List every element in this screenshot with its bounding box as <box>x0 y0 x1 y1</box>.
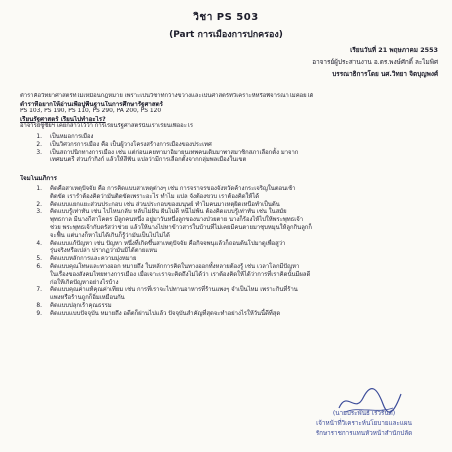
list-item: 2. เป็นวิศวกรการเมือง คือ เป็นผู้วางโครงสร้างการเมืองของประเทศ <box>36 141 212 148</box>
item-number: 9. <box>36 310 42 317</box>
item-number <box>20 295 50 303</box>
item-text: คิดแบบปลุกเร้าคุณธรรม <box>50 302 112 309</box>
item-text: คิดแบบคุณโทษและทางออก หมายถึง ในหลักการคิดในทางออกทั้งหลายต้องรู้ เช่น เวลาโลกมีปัญหา <box>50 263 300 270</box>
item-number: 5. <box>36 256 42 263</box>
item-number: 7. <box>36 287 42 294</box>
item-number: 8. <box>36 302 42 309</box>
purpose-list <box>20 134 438 165</box>
item-text: จะฟื้น แต่นางก็หาไม่ได้เกินก็รู้ว่ามันเป็นไปไม่ได้ <box>50 232 170 239</box>
list-item <box>20 264 438 272</box>
section-heading: ใจมโนมภิการ <box>20 175 57 182</box>
list-item <box>20 287 438 295</box>
list-item <box>20 303 438 311</box>
item-text: คิดแบบแบบปัจจุบัน หมายถึง อดีตก็ผ่านไปแล้ว ปัจจุบันสำคัญที่สุดจะทำอย่างไรให้วันนี้ดีที่สุด <box>50 310 281 317</box>
list-item <box>20 225 438 233</box>
list-item: 3. เป็นสถาปนิกทางการเมือง เช่น แต่ก่อนเคยทามาอิมายนเทพคนเดิมมาพาสมาชิกสภาเลือกตั้ง มาจาก <box>36 149 299 156</box>
signature-name: (นายประพันธ์ เรวรันต์) <box>332 410 396 417</box>
intro-heading: ตำราที่อยากให้อ่านเพื่อปูพื้นฐานในการศึกษารัฐศาสตร์ <box>20 100 163 108</box>
list-item <box>20 256 438 264</box>
item-text: ติดขัด เรารำต้องคิดว่ามันติดขัดเพราะอะไร ทำไม แปล จังต้องขวบ เราต้องคิดให้ได้ <box>50 193 260 200</box>
item-number <box>20 280 50 288</box>
item-text: แพงหรือร้านถูกก็อิ่มเหมือนกัน <box>50 295 125 302</box>
item-number: 6. <box>36 263 42 270</box>
item-text: พุทธกาล มีนางกีสาโคตร มีลูกคนหนึ่ง อยู่มาวันหนึ่งลูกของนางป่วยตาย นางก็ร้องไห้ไปให้พระพุทธเจ้า <box>50 217 304 224</box>
doc-subtitle: (Part การเมืองการปกครอง) <box>169 30 283 40</box>
item-number <box>20 233 50 241</box>
item-text: ก่อให้เกิดปัญหาอย่างไรบ้าง <box>50 279 119 286</box>
list-item <box>20 248 438 256</box>
signature-role-acting: รักษาราชการแทนหัวหน้าสำนักปลัด <box>315 430 413 437</box>
list-item <box>20 295 438 303</box>
list-item: เทศมนตรี ส่วนกำกิงก์ แล้วให้สีฟัน แปลว่ามีการเลือกตั้งจากกลุ่มพลเมืองในเขต <box>50 157 247 164</box>
list-item: 1. เป็นหมอการเมือง <box>36 134 94 140</box>
item-number: 4. <box>36 240 42 247</box>
item-number <box>20 217 50 225</box>
date-line: เรียนวันที่ 21 พฤษภาคม 2553 <box>350 46 438 54</box>
concept-list <box>20 186 438 319</box>
list-item <box>20 186 438 194</box>
item-number <box>20 272 50 280</box>
intro-courses: PS 103, PS 190, PS 110, PS 290, PA 200, PS 120 <box>20 108 162 115</box>
doc-title: วิชา PS 503 <box>193 12 259 23</box>
signature-role: เจ้าหน้าที่วิเคราะห์นโยบายและแผน <box>316 420 412 427</box>
intro-line: ตำราคือวิทยาศาสตร์ที่ไม่เหมือนกฎหมาย เพราะเป็นวิชาที่กว้างขวางและเป็นศาสตร์ที่วิเคราะห์หรือพิจารณาไม่ค่อยได้ <box>20 93 314 99</box>
item-number: 3. <box>36 209 42 216</box>
item-number <box>20 225 50 233</box>
list-item <box>20 194 438 202</box>
list-item <box>20 272 438 280</box>
list-item <box>20 311 438 319</box>
section-heading-wrap <box>20 175 438 183</box>
list-item <box>20 217 438 225</box>
item-number: 1. <box>36 186 42 192</box>
item-text: คิดแบบรู้เท่าทัน เช่น ไปไหนกลับ หลับไม่ฝัน ฝันไม่ดี หนีไม่พ้น ต้องคิดแบบรู้เท่าทัน เช่น ในสมัย <box>50 209 287 216</box>
intro-quote: อาจารย์ชูชัยฯ เคยกล่าวไว้ว่า การเรียนรัฐศาสตร์นั้นเราเรียนเพื่ออะไร <box>20 123 193 130</box>
item-number <box>20 194 50 202</box>
item-number: 2. <box>36 201 42 208</box>
item-text: คิดคือสาเหตุปัจจัย คือ การคิดแบบสาเหตุต่างๆ เช่น การจราจรของจังหวัดค้างกระเจริญในตอนเช้า <box>50 186 296 192</box>
item-text: คิดแบบคุณค่าแท้คุณค่าเทียม เช่น การที่เราจะไปทานอาหารที่ร้านแพงๆ จำเป็นไหม เพราะกินที่ร้าน <box>50 287 298 294</box>
item-text: คิดแบบแก้ปัญหา เช่น ปัญหา หนึ่งที่เกิดขึ้นสาเหตุปัจจัย คือกิจจพนุแล้วก็ถอนต้นโปมาดูเพื่อสูว่า <box>50 240 286 247</box>
item-text: ช่วย พระพุทธเจ้ากับตรัสว่าช่วย แล้วให้นางไปหาข้าวสารในบ้านที่ไม่เคยมีคนตายมาชุบหมุนให้ลูกกินลูกก็ <box>50 224 312 231</box>
teacher-line: อาจารย์ผู้ประสานงาน อ.ดร.พงษ์ศักดิ์ ละไมพิศ <box>312 58 438 66</box>
intro-block <box>20 93 438 131</box>
item-number <box>20 248 50 256</box>
item-text: รุ่นจริงหรือเปล่า ปรากฏว่ามันมิได้ตายแหน <box>50 248 158 255</box>
intro-question: เรียนรัฐศาสตร์ เรียนไปทำอะไร? <box>20 115 106 123</box>
editor-line: บรรณาธิการโดย นศ.วิทยา จิตบุญพงศ์ <box>332 70 438 78</box>
item-text: ในเรื่องของสังคมไทยทางการเมือง เมื่อเจาะเราจะคิดถึงไม่ได้ว่า เราต้องคิดให้ได้ว่าการที่เราคิดนั้นมีผลดี <box>50 271 311 278</box>
item-text: คิดแบบหลักการและความมุ่งหมาย <box>50 256 137 263</box>
list-item <box>20 233 438 241</box>
item-text: คิดแบบแยกแยะส่วนประกอบ เช่น ส่วนประกอบของมนุษย์ ทำไมคนมาเหตุผิดเหนือทำเป็นต้น <box>50 201 280 208</box>
